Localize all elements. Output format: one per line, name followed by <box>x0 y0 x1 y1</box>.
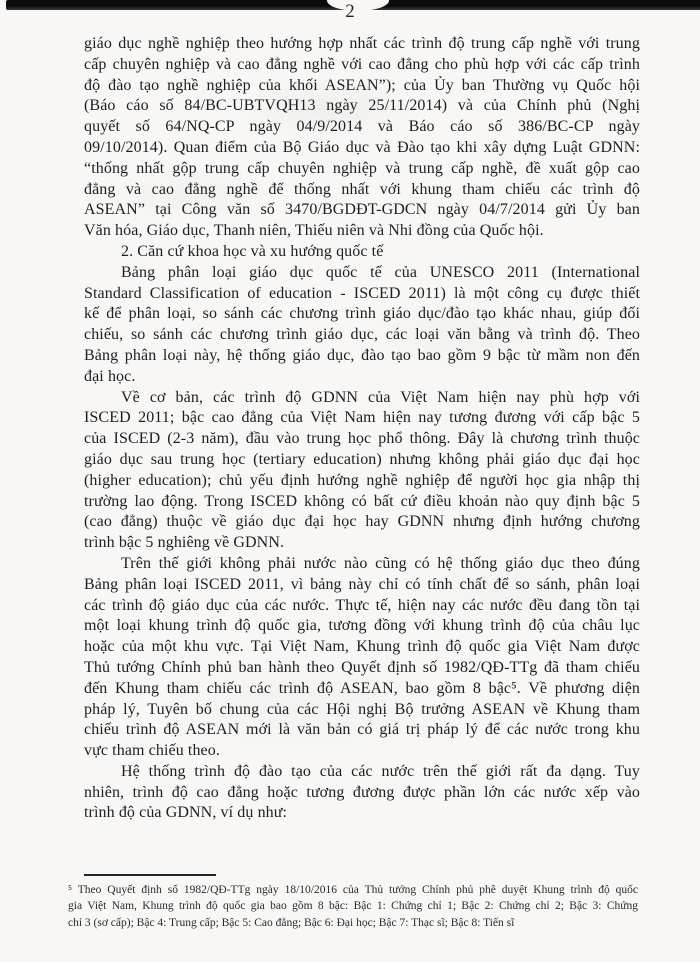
text-line-with-footnote-ref: đến Khung tham chiếu các trình độ ASEAN, bao gồm 8 bậc⁵. Về phương diện <box>84 679 640 697</box>
text-line: Về cơ bản, các trình độ GDNN của Việt Nam hiện nay phù hợp với <box>121 388 640 406</box>
page-number: 2 <box>345 1 355 22</box>
paragraph-2-heading <box>84 242 640 263</box>
text-line: đại học. <box>84 367 136 385</box>
text-line: Thủ tướng Chính phủ ban hành theo Quyết định số 1982/QĐ-TTg đã tham chiếu <box>84 658 640 676</box>
text-line: hoặc của một khu vực. Tại Việt Nam, Khung trình độ quốc gia Việt Nam được <box>84 638 640 656</box>
text-line: (higher education); chủ yếu định hướng nghề nghiệp để người học gia nhập thị <box>84 471 640 489</box>
text-line: Bảng phân loại ISCED 2011, vì bảng này chỉ có tính chất để so sánh, phân loại <box>84 575 640 593</box>
text-line: kế để phân loại, so sánh các chương trình giáo dục/đào tạo khác nhau, giúp đối <box>84 305 640 323</box>
text-line: chiếu, so sánh các chương trình giáo dục, các loại văn bằng và trình độ. Theo <box>84 326 640 344</box>
footnote-line: ⁵ Theo Quyết định số 1982/QĐ-TTg ngày 18/10/2016 của Thủ tướng Chính phủ phê duyệt Khung trình độ quốc <box>68 884 638 896</box>
text-line: Standard Classification of education - ISCED 2011) là một công cụ được thiết <box>84 284 640 302</box>
text-line: (Báo cáo số 84/BC-UBTVQH13 ngày 25/11/2014) và của Chính phủ (Nghị <box>84 97 640 115</box>
text-line: các trình độ giáo dục của các nước. Thực tế, hiện nay các nước đều đang tồn tại <box>84 596 640 614</box>
text-line: Văn hóa, Giáo dục, Thanh niên, Thiếu niên và Nhi đồng của Quốc hội. <box>84 222 544 240</box>
text-line: trình độ của GDNN, ví dụ như: <box>84 804 288 822</box>
text-line: Bảng phân loại giáo dục quốc tế của UNESCO 2011 (International <box>121 263 640 281</box>
text-line: (cao đẳng) thuộc về giáo dục đại học hay GDNN nhưng định hướng chương <box>84 513 640 531</box>
text-line: Hệ thống trình độ đào tạo của các nước trên thế giới rất đa dạng. Tuy <box>121 762 640 780</box>
text-line: nhiên, trình độ cao đẳng hoặc tương đương được phần lớn các nước xếp vào <box>84 783 640 801</box>
paragraph-4 <box>84 388 640 554</box>
text-line: chiếu trình độ ASEAN mới là văn bản có giá trị pháp lý để các nước trong khu <box>84 721 640 739</box>
text-line: cấp chuyên nghiệp và cao đẳng nghề với cao đẳng cho phù hợp với các cấp trình <box>84 55 640 73</box>
text-line: ASEAN” tại Công văn số 3470/BGDĐT-GDCN ngày 04/7/2014 gửi Ủy ban <box>84 201 640 219</box>
paragraph-3 <box>84 263 640 388</box>
text-line: trường lao động. Trong ISCED không có bất cứ điều khoản nào quy định bậc 5 <box>84 492 640 510</box>
text-line: “thống nhất gộp trung cấp chuyên nghiệp và trung cấp nghề, đề xuất gộp cao <box>84 159 640 177</box>
paragraph-5 <box>84 554 640 762</box>
text-line: quyết số 64/NQ-CP ngày 04/9/2014 và Báo cáo số 386/BC-CP ngày <box>84 118 640 136</box>
text-line: pháp lý, Tuyên bố chung của các Hội nghị Bộ trưởng ASEAN về Khung tham <box>84 700 640 718</box>
text-line: độ đào tạo nghề nghiệp của khối ASEAN”); của Ủy ban Thường vụ Quốc hội <box>84 76 640 94</box>
footnote-line: gia Việt Nam, Khung trình độ quốc gia bao gồm 8 bậc: Bậc 1: Chứng chỉ 1; Bậc 2: Chứng chỉ 2; Bậc 3: Chứng <box>68 900 638 913</box>
text-line: Bảng phân loại này, hệ thống giáo dục, đào tạo bao gồm 9 bậc từ mầm non đến <box>84 346 640 364</box>
paragraph-6 <box>84 762 640 824</box>
text-line: trình bậc 5 nghiêng về GDNN. <box>84 534 285 552</box>
text-line: ISCED 2011; bậc cao đẳng của Việt Nam hiện nay tương đương với cấp bậc 5 <box>84 409 640 427</box>
text-line: giáo dục sau trung học (tertiary education) nhưng không phải giáo dục đại học <box>84 450 640 468</box>
text-line: 09/10/2014). Quan điểm của Bộ Giáo dục và Đào tạo khi xây dựng Luật GDNN: <box>84 138 640 156</box>
text-line: Trên thế giới không phải nước nào cũng có hệ thống giáo dục theo đúng <box>121 554 640 572</box>
text-line: của ISCED (2-3 năm), đầu vào trung học phổ thông. Đây là chương trình thuộc <box>84 430 640 448</box>
text-line: đẳng và cao đẳng nghề để thống nhất với khung tham chiếu các trình độ <box>84 180 640 198</box>
footnote <box>68 882 638 931</box>
paragraph-1 <box>84 34 640 242</box>
document-body <box>84 34 640 824</box>
section-heading: 2. Căn cứ khoa học và xu hướng quốc tế <box>121 242 384 260</box>
text-line: vực tham chiếu theo. <box>84 742 220 760</box>
footnote-separator <box>84 874 216 876</box>
footnote-line: chỉ 3 (sơ cấp); Bậc 4: Trung cấp; Bậc 5: Cao đẳng; Bậc 6: Đại học; Bậc 7: Thạc sĩ; Bậc 8: Tiến sĩ <box>68 916 515 929</box>
text-line: một loại khung trình độ quốc gia, tương đồng với khung trình độ của châu lục <box>84 617 640 635</box>
text-line: giáo dục nghề nghiệp theo hướng hợp nhất các trình độ trung cấp nghề với trung <box>84 35 640 52</box>
